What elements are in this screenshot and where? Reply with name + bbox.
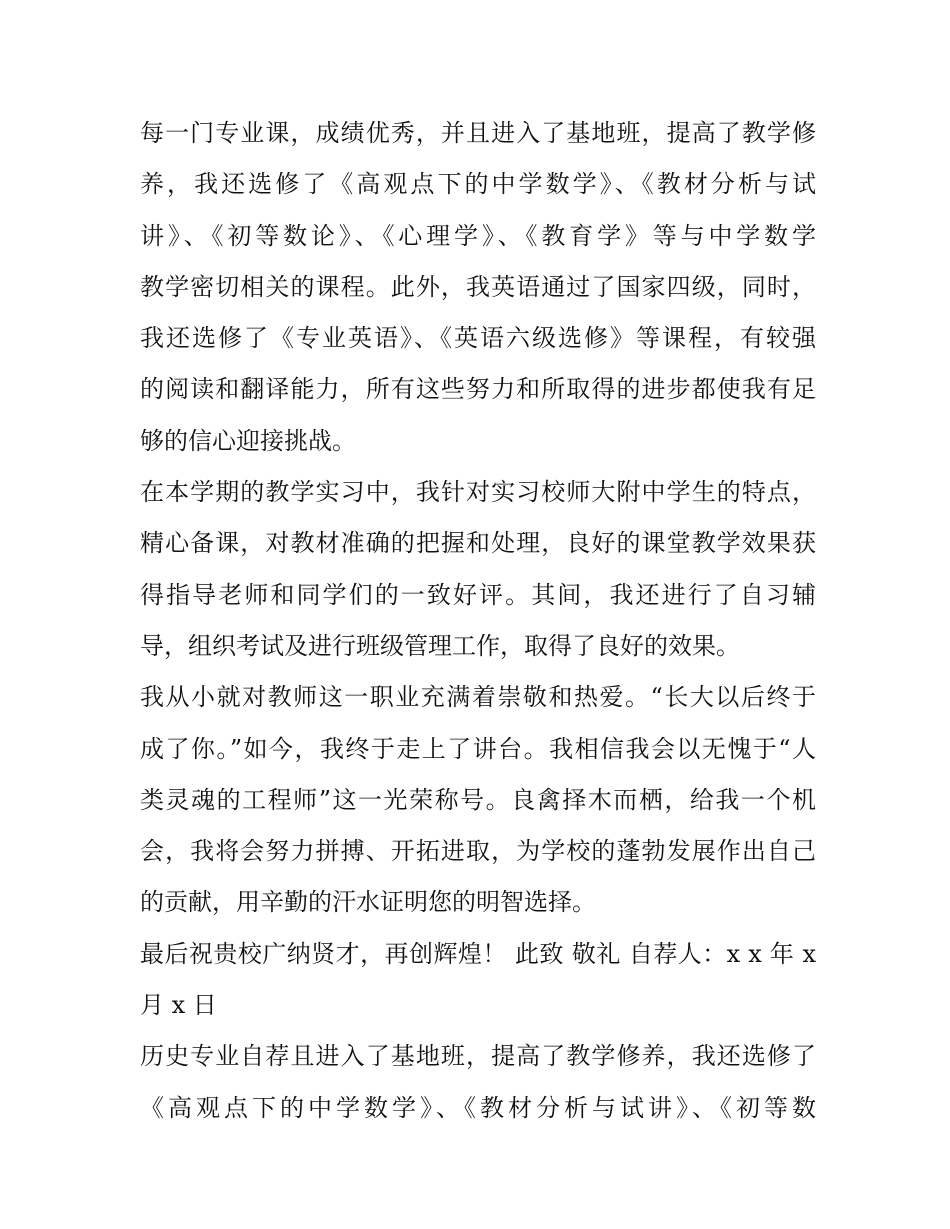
text-line: 《高观点下的中学数学》、《教材分析与试讲》、《初等数 [140, 1093, 816, 1122]
text-line: 每一门专业课，成绩优秀，并且进入了基地班，提高了教学修 [140, 119, 816, 147]
text-line: 在本学期的教学实习中，我针对实习校师大附中学生的特点， [140, 478, 816, 507]
text-line: 会，我将会努力拼搏、开拓进取，为学校的蓬勃发展作出自己 [140, 837, 816, 866]
text-line: 最后祝贵校广纳贤才，再创辉煌！ 此致 敬礼 自荐人：x x 年 x [140, 939, 816, 968]
text-line: 的阅读和翻译能力，所有这些努力和所取得的进步都使我有足 [140, 375, 816, 404]
text-line: 教学密切相关的课程。此外，我英语通过了国家四级，同时， [140, 272, 816, 301]
text-line: 的贡献，用辛勤的汗水证明您的明智选择。 [140, 888, 596, 917]
text-line: 讲》、《初等数论》、《心理学》、《教育学》等与中学数学 [140, 221, 816, 250]
text-line: 成了你。”如今，我终于走上了讲台。我相信我会以无愧于“人 [140, 734, 816, 763]
text-line: 月 x 日 [140, 991, 217, 1020]
text-line: 我还选修了《专业英语》、《英语六级选修》等课程，有较强 [140, 324, 816, 353]
text-line: 我从小就对教师这一职业充满着崇敬和热爱。“长大以后终于 [140, 683, 816, 712]
text-line: 历史专业自荐且进入了基地班，提高了教学修养，我还选修了 [140, 1042, 816, 1071]
text-line: 够的信心迎接挑战。 [140, 426, 356, 455]
text-line: 精心备课，对教材准确的把握和处理，良好的课堂教学效果获 [140, 529, 816, 558]
text-line: 养，我还选修了《高观点下的中学数学》、《教材分析与试 [140, 170, 816, 199]
text-line: 得指导老师和同学们的一致好评。其间，我还进行了自习辅 [140, 580, 816, 609]
document-body [140, 108, 816, 1134]
text-line: 类灵魂的工程师”这一光荣称号。良禽择木而栖，给我一个机 [140, 785, 816, 814]
text-line: 导，组织考试及进行班级管理工作，取得了良好的效果。 [140, 631, 740, 660]
